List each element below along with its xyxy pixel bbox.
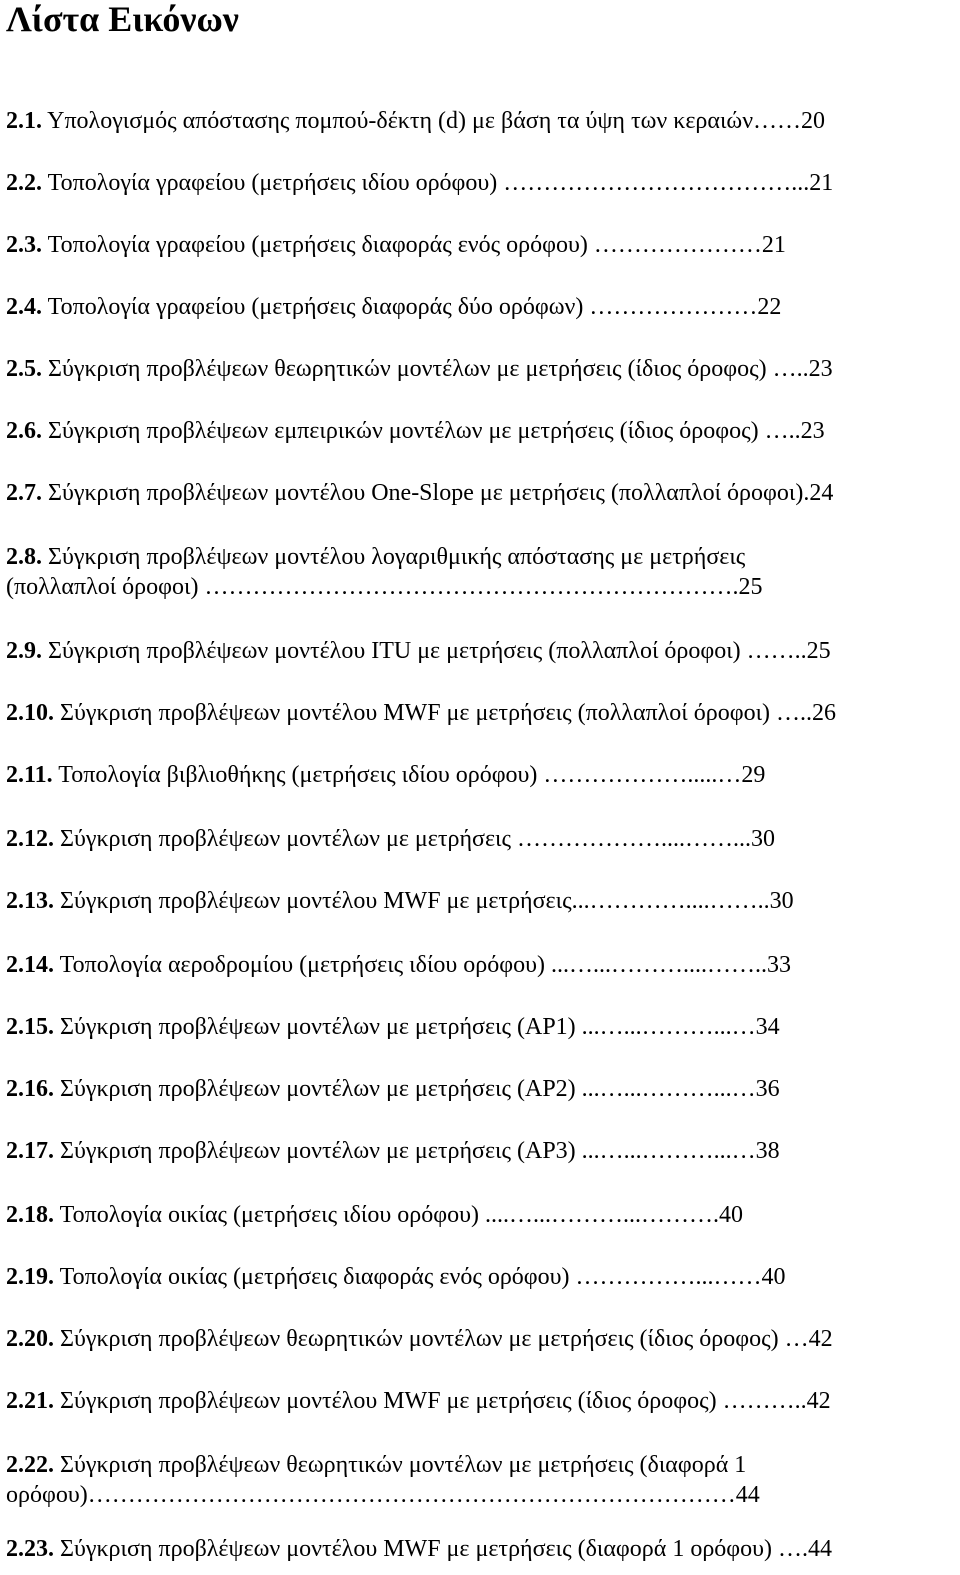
- entry-number: 2.21.: [6, 1388, 54, 1414]
- entry-number: 2.4.: [6, 294, 42, 320]
- entry-text: Σύγκριση προβλέψεων θεωρητικών μοντέλων με μετρήσεις (ίδιος όροφος) …..23: [42, 356, 833, 382]
- list-item: [6, 168, 954, 198]
- entry-text: Σύγκριση προβλέψεων μοντέλων με μετρήσεις (AP3) ...…...………...…38: [54, 1138, 780, 1164]
- entry-text-continued: ορόφου)………………………………………………………………………44: [6, 1482, 760, 1508]
- entry-number: 2.18.: [6, 1202, 54, 1228]
- entry-number: 2.11.: [6, 762, 53, 788]
- list-item: [6, 1012, 954, 1042]
- entry-text: Τοπολογία γραφείου (μετρήσεις διαφοράς δύο ορόφων) …………………22: [42, 294, 782, 320]
- entry-text: Σύγκριση προβλέψεων μοντέλου ITU με μετρήσεις (πολλαπλοί όροφοι) ……..25: [42, 638, 831, 664]
- list-item: [6, 1450, 954, 1510]
- entry-number: 2.12.: [6, 826, 54, 852]
- entry-number: 2.10.: [6, 700, 54, 726]
- list-item: [6, 416, 954, 446]
- list-item: [6, 1324, 954, 1354]
- entry-text: Σύγκριση προβλέψεων μοντέλου MWF με μετρήσεις (διαφορά 1 ορόφου) ….44: [54, 1536, 833, 1562]
- list-item: [6, 1262, 954, 1292]
- entry-number: 2.20.: [6, 1326, 54, 1352]
- list-item: [6, 1534, 954, 1564]
- entry-number: 2.22.: [6, 1452, 54, 1478]
- entry-number: 2.2.: [6, 170, 42, 196]
- entry-text: Τοπολογία γραφείου (μετρήσεις διαφοράς ενός ορόφου) …………………21: [42, 232, 786, 258]
- entry-text: Τοπολογία οικίας (μετρήσεις ιδίου ορόφου) ....…...………...……….40: [54, 1202, 743, 1228]
- entry-text: Σύγκριση προβλέψεων μοντέλων με μετρήσεις ………………....……...30: [54, 826, 776, 852]
- entry-text: Σύγκριση προβλέψεων μοντέλου MWF με μετρήσεις (ίδιος όροφος) ………..42: [54, 1388, 831, 1414]
- entry-text: Σύγκριση προβλέψεων θεωρητικών μοντέλων με μετρήσεις (διαφορά 1: [54, 1452, 747, 1478]
- list-item: [6, 478, 954, 508]
- list-item: [6, 354, 954, 384]
- entry-number: 2.13.: [6, 888, 54, 914]
- entry-text: Σύγκριση προβλέψεων μοντέλου λογαριθμικής απόστασης με μετρήσεις: [42, 544, 746, 570]
- list-item: [6, 1386, 954, 1416]
- list-item: [6, 292, 954, 322]
- list-item: [6, 698, 954, 728]
- list-item: [6, 636, 954, 666]
- entry-text: Σύγκριση προβλέψεων μοντέλων με μετρήσεις (AP1) ...…...………...…34: [54, 1014, 780, 1040]
- list-item: [6, 950, 954, 980]
- entry-text: Σύγκριση προβλέψεων μοντέλου MWF με μετρήσεις...…………....……..30: [54, 888, 794, 914]
- entry-number: 2.16.: [6, 1076, 54, 1102]
- entry-text: Υπολογισμός απόστασης πομπού-δέκτη (d) με βάση τα ύψη των κεραιών……20: [42, 108, 826, 134]
- list-item: [6, 1136, 954, 1166]
- entry-number: 2.7.: [6, 480, 42, 506]
- entry-head: [6, 542, 745, 572]
- entry-text: Σύγκριση προβλέψεων μοντέλου MWF με μετρήσεις (πολλαπλοί όροφοι) …..26: [54, 700, 837, 726]
- entry-text: Τοπολογία οικίας (μετρήσεις διαφοράς ενός ορόφου) ……………...……40: [54, 1264, 786, 1290]
- entry-text: Σύγκριση προβλέψεων θεωρητικών μοντέλων με μετρήσεις (ίδιος όροφος) …42: [54, 1326, 833, 1352]
- entry-number: 2.15.: [6, 1014, 54, 1040]
- entry-text: Τοπολογία γραφείου (μετρήσεις ιδίου ορόφου) ………………………………...21: [42, 170, 834, 196]
- list-item: [6, 230, 954, 260]
- entry-text: Σύγκριση προβλέψεων μοντέλου One-Slope με μετρήσεις (πολλαπλοί όροφοι).24: [42, 480, 834, 506]
- entry-number: 2.5.: [6, 356, 42, 382]
- entry-number: 2.17.: [6, 1138, 54, 1164]
- list-item: [6, 542, 954, 602]
- list-item: [6, 824, 954, 854]
- entry-text: Τοπολογία αεροδρομίου (μετρήσεις ιδίου ορόφου) ...…...………....……..33: [54, 952, 791, 978]
- entry-number: 2.1.: [6, 108, 42, 134]
- list-item: [6, 106, 954, 136]
- entry-text: Σύγκριση προβλέψεων εμπειρικών μοντέλων με μετρήσεις (ίδιος όροφος) …..23: [42, 418, 825, 444]
- entry-number: 2.14.: [6, 952, 54, 978]
- page-title: Λίστα Εικόνων: [6, 0, 239, 39]
- list-item: [6, 886, 954, 916]
- entry-number: 2.3.: [6, 232, 42, 258]
- entry-text: Σύγκριση προβλέψεων μοντέλων με μετρήσεις (AP2) ...…...………...…36: [54, 1076, 780, 1102]
- entry-number: 2.8.: [6, 544, 42, 570]
- entry-text-continued: (πολλαπλοί όροφοι) ………………………………………………………….25: [6, 574, 763, 600]
- list-item: [6, 1074, 954, 1104]
- entry-number: 2.6.: [6, 418, 42, 444]
- list-item: [6, 760, 954, 790]
- list-item: [6, 1200, 954, 1230]
- entry-text: Τοπολογία βιβλιοθήκης (μετρήσεις ιδίου ορόφου) ……………….....…29: [52, 762, 766, 788]
- entry-number: 2.23.: [6, 1536, 54, 1562]
- entry-head: [6, 1450, 746, 1480]
- entry-number: 2.9.: [6, 638, 42, 664]
- entry-number: 2.19.: [6, 1264, 54, 1290]
